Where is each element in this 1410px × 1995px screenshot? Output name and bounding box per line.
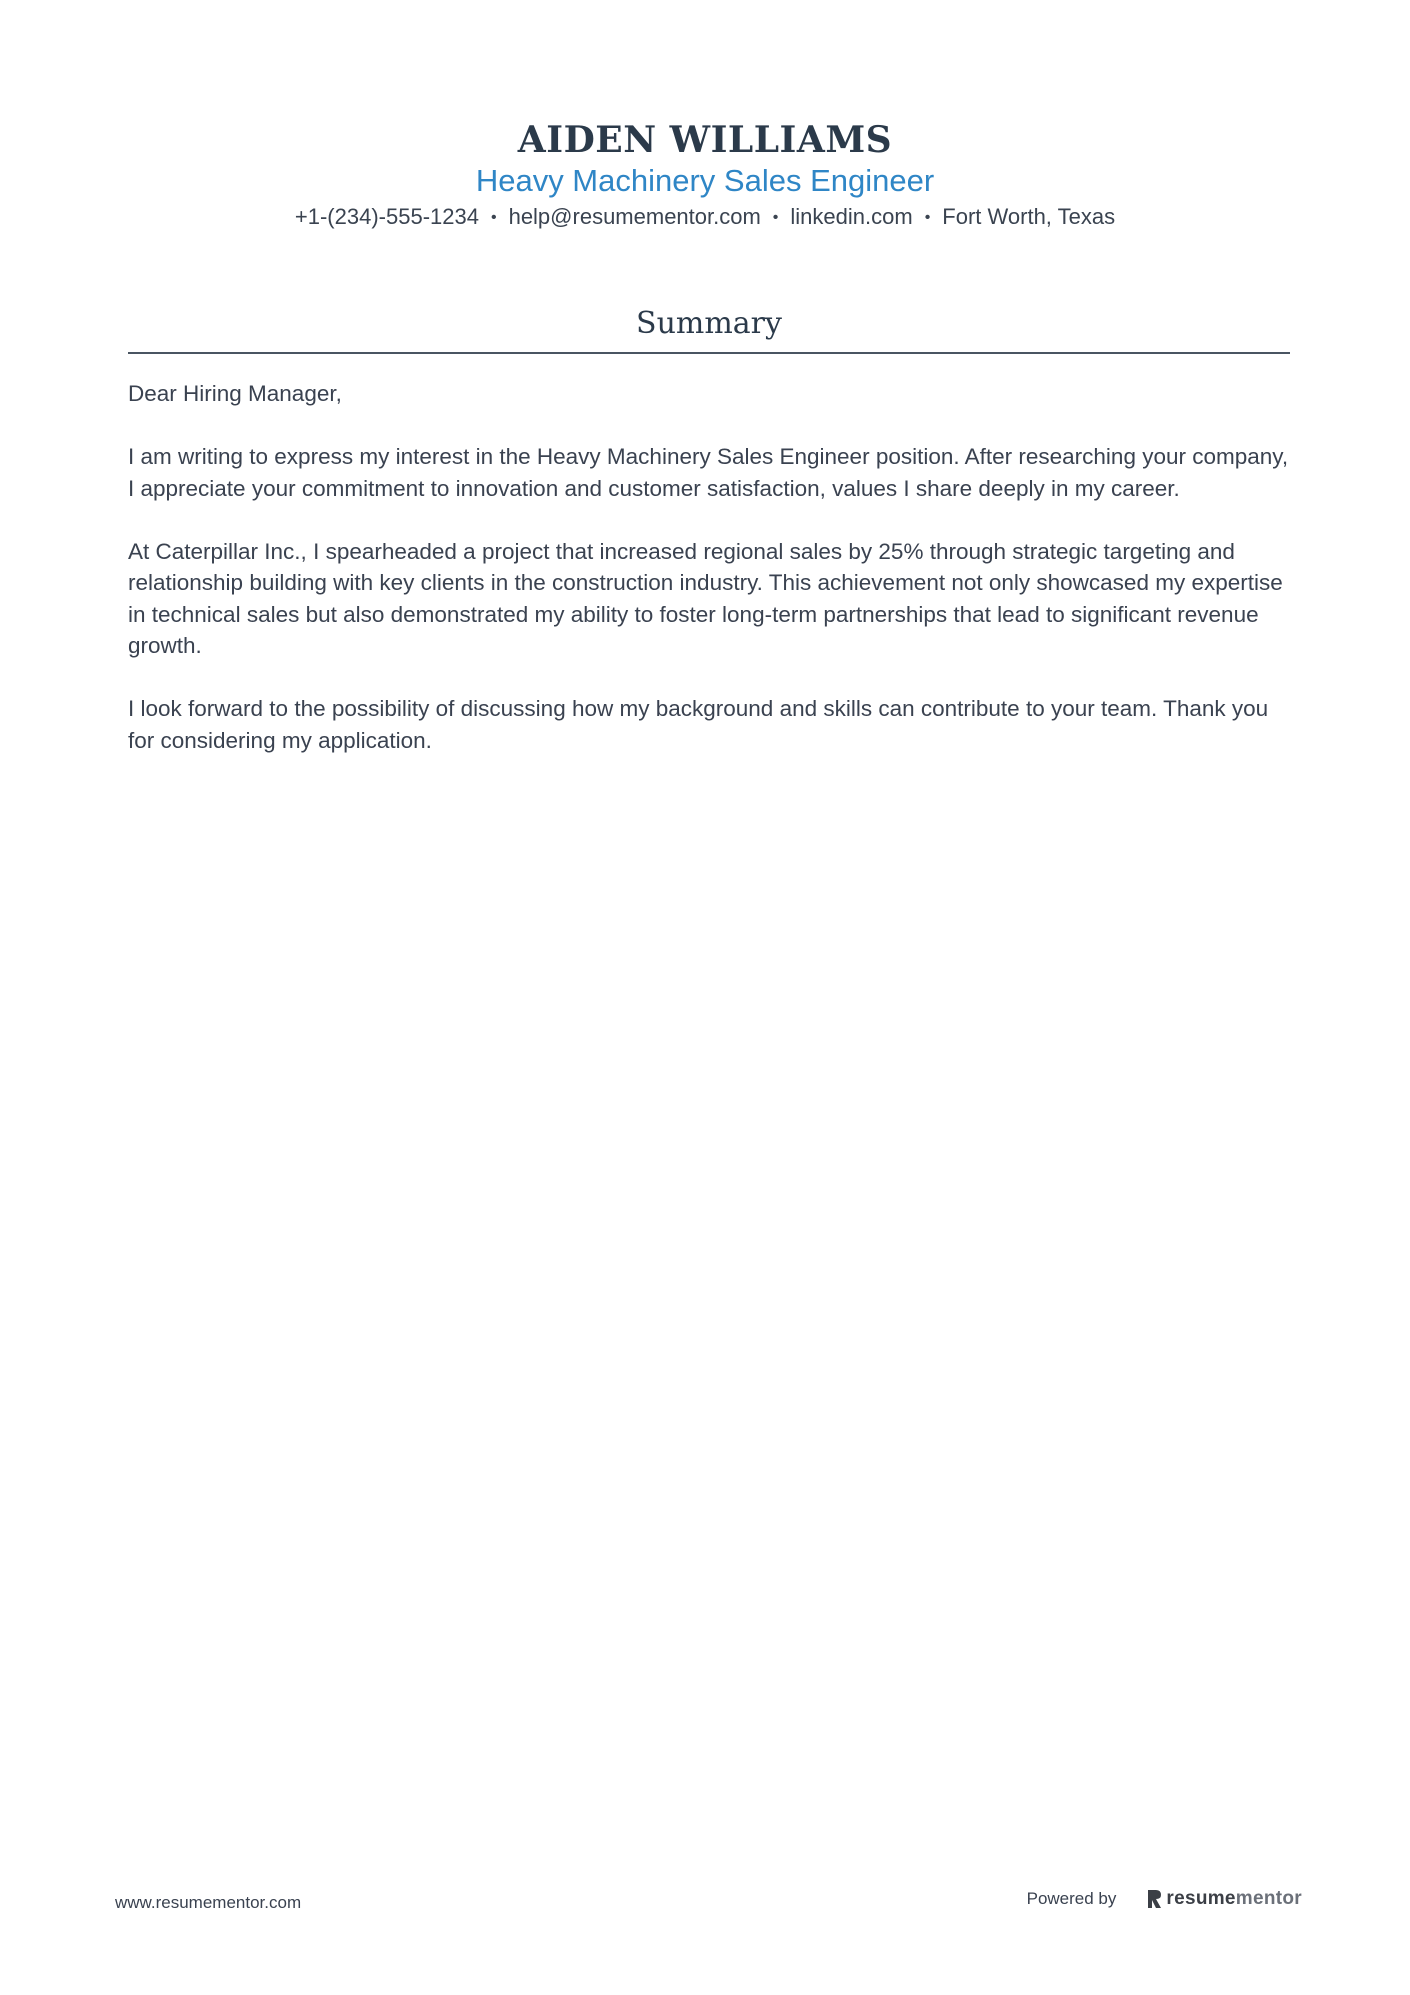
cover-letter-body [128, 378, 1290, 788]
brand-name-part2: mentor [1235, 1888, 1302, 1909]
section-divider [128, 352, 1290, 354]
contact-line [0, 202, 1410, 233]
contact-separator: • [772, 209, 779, 227]
candidate-name: AIDEN WILLIAMS [517, 119, 893, 161]
contact-separator: • [924, 209, 931, 227]
contact-phone: +1-(234)-555-1234 [294, 204, 479, 229]
brand-logo[interactable] [1146, 1888, 1302, 1910]
letter-paragraph: I am writing to express my interest in the Heavy Machinery Sales Engineer position. After researching your company, I appreciate your commitment to innovation and customer satisfaction, values I share deeply in my career. [128, 444, 1289, 501]
letter-paragraph: I look forward to the possibility of discussing how my background and skills can contribute to your team. Thank you for considering my application. [128, 696, 1269, 753]
letter-greeting: Dear Hiring Manager, [128, 381, 342, 406]
resume-header [0, 118, 1410, 233]
contact-linkedin[interactable]: linkedin.com [790, 204, 913, 229]
powered-by-label: Powered by [1026, 1889, 1117, 1908]
contact-separator: • [490, 209, 497, 227]
contact-email[interactable]: help@resumementor.com [508, 204, 761, 229]
brand-name-part1: resume [1166, 1888, 1236, 1909]
resumementor-logo-icon [1146, 1888, 1162, 1910]
footer-branding [1027, 1888, 1302, 1910]
contact-location: Fort Worth, Texas [942, 204, 1116, 229]
section-title: Summary [636, 306, 782, 341]
job-title: Heavy Machinery Sales Engineer [475, 163, 935, 198]
footer-website[interactable]: www.resumementor.com [115, 1893, 302, 1912]
letter-paragraph: At Caterpillar Inc., I spearheaded a project that increased regional sales by 25% through strategic targeting and relationship building with key clients in the construction industry. This achievement not only showcased my expertise in technical sales but also demonstrated my ability to foster long-term partnerships that lead to significant revenue growth. [128, 538, 1283, 658]
